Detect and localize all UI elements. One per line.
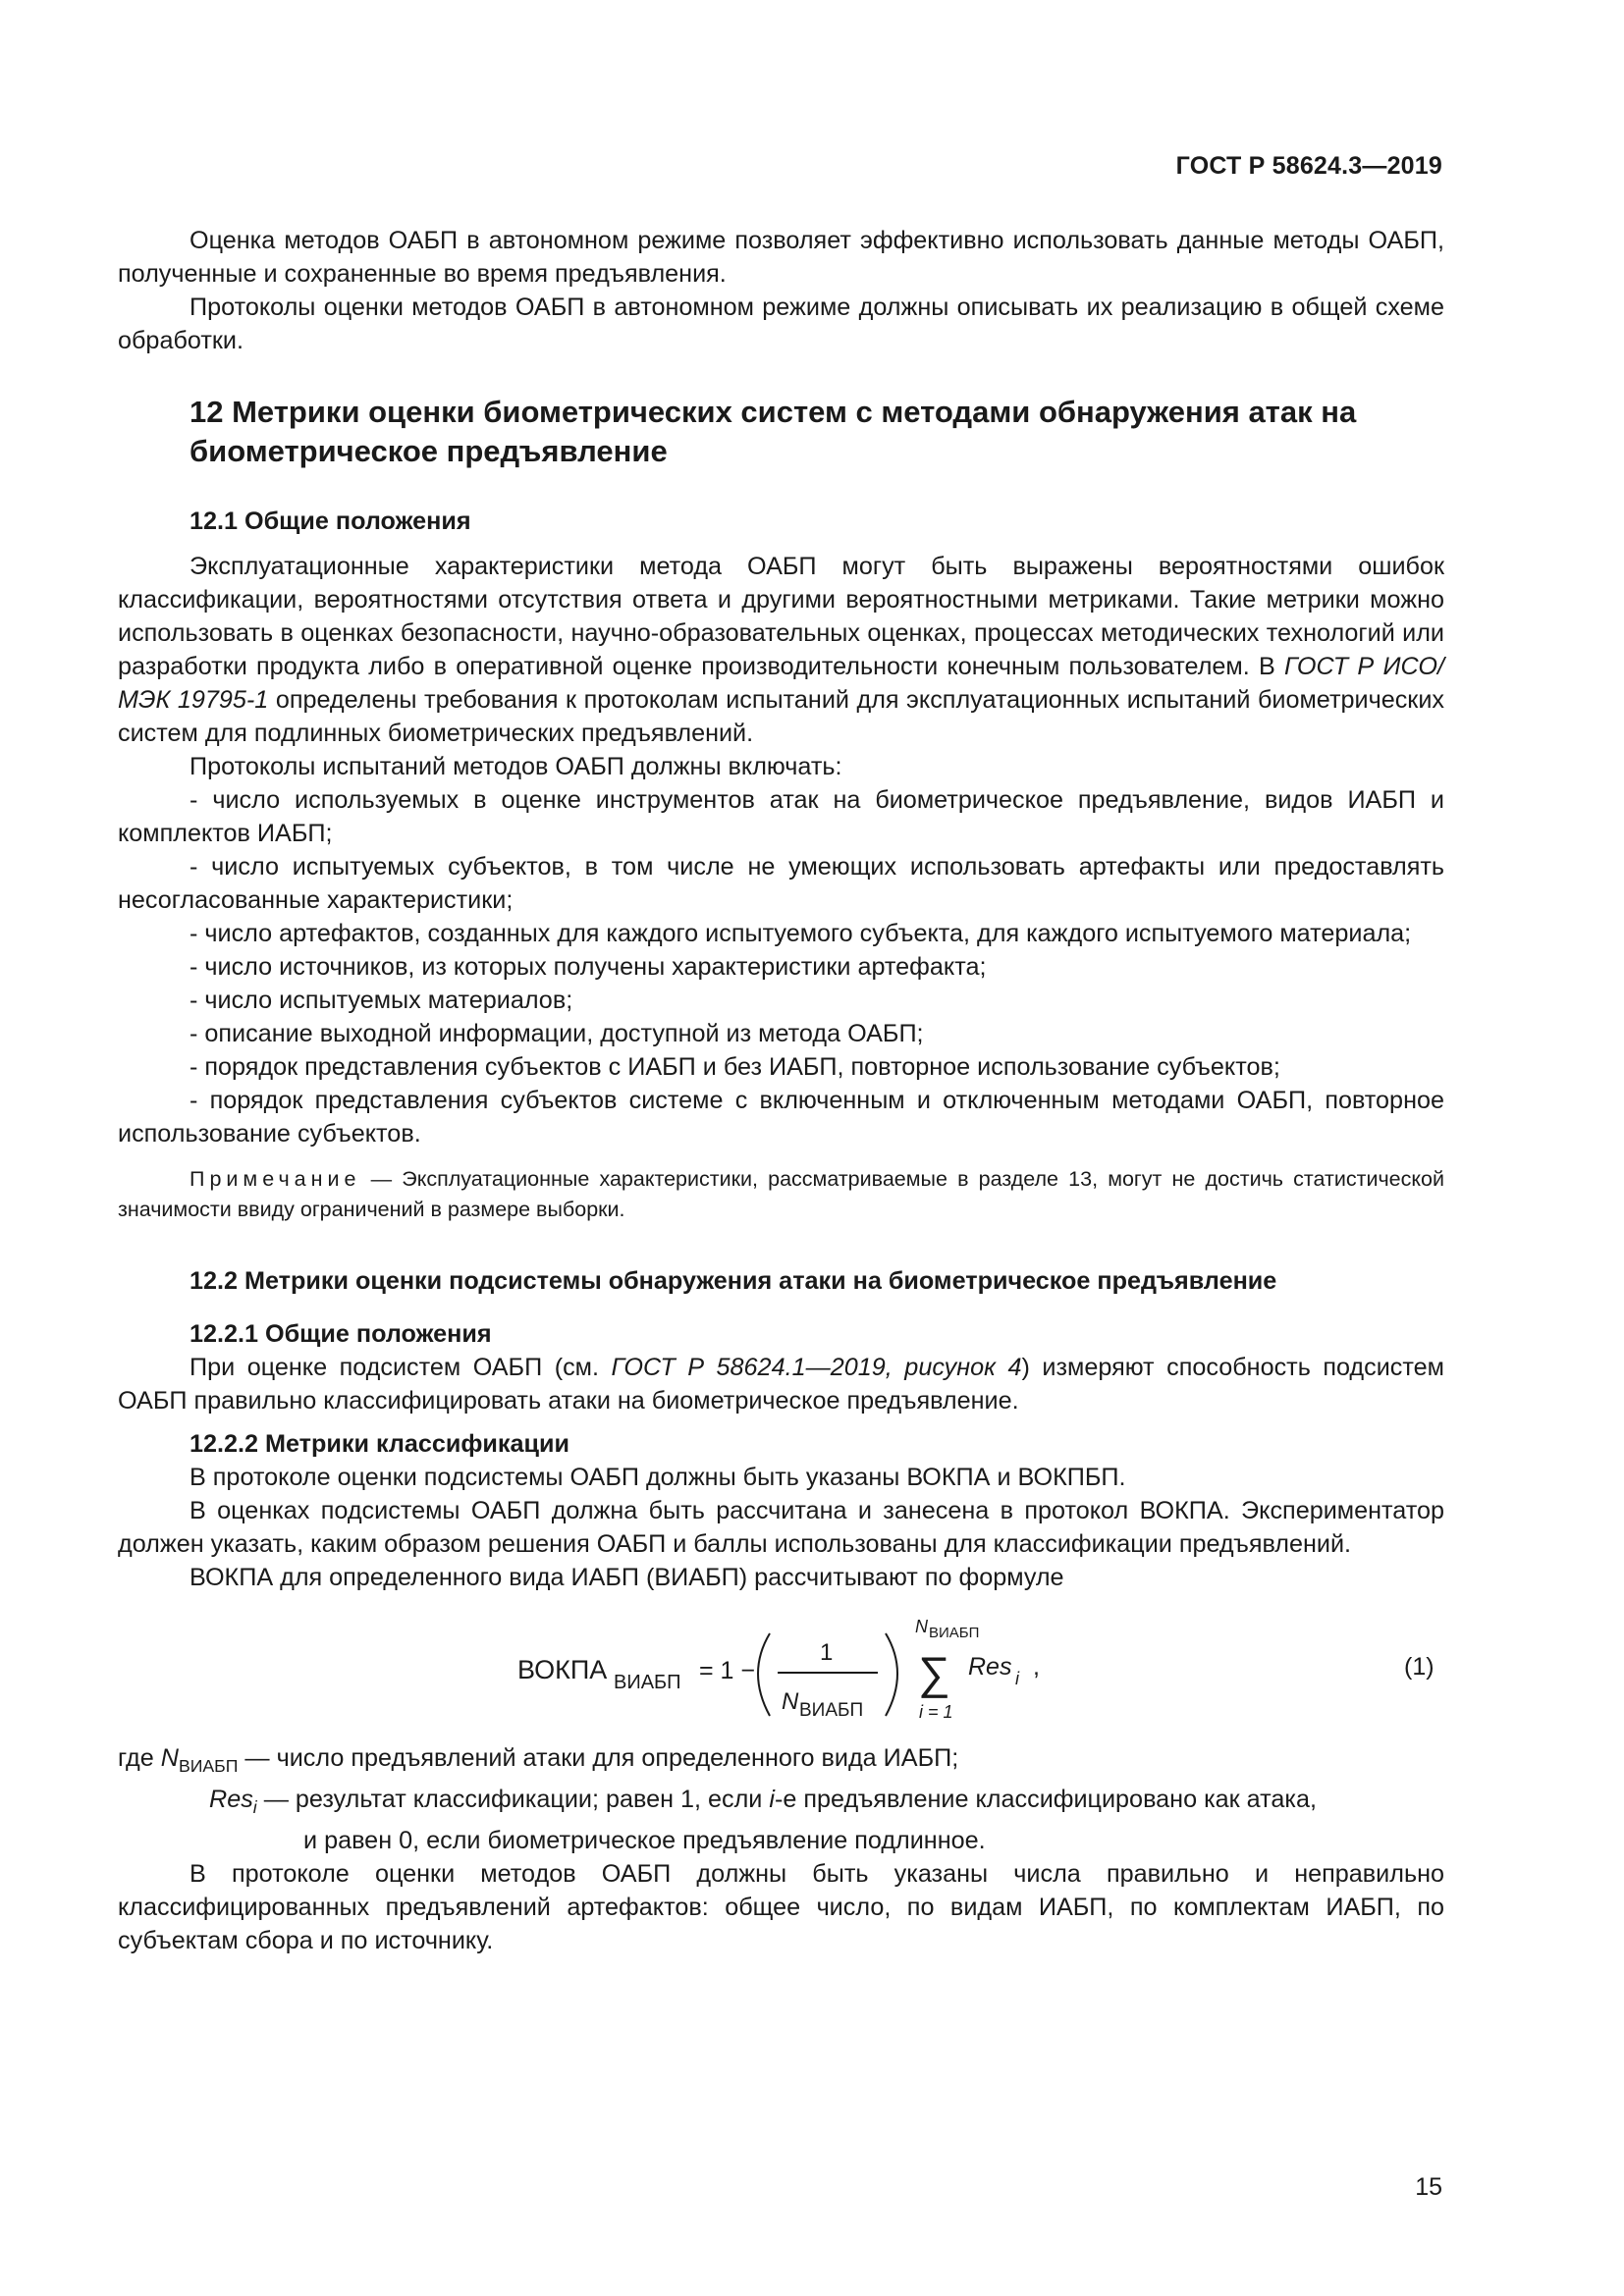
formula-lhs-sub: ВИАБП xyxy=(614,1672,681,1693)
section-12-2-2-paragraph-1: В протоколе оценки подсистемы ОАБП должны быть указаны ВОКПА и ВОКПБП. xyxy=(189,1464,1126,1491)
list-item: - порядок представления субъектов с ИАБП и без ИАБП, повторное использование субъектов; xyxy=(189,1053,1280,1081)
section-12-2-1-title: 12.2.1 Общие положения xyxy=(189,1320,492,1348)
where-line-1 xyxy=(118,1741,1444,1783)
formula-numerator: 1 xyxy=(820,1639,834,1666)
formula-denominator-sub: ВИАБП xyxy=(799,1700,864,1721)
section-12-title: 12 Метрики оценки биометрических систем с методами обнаружения атак на биометрическое предъявление xyxy=(189,395,1357,468)
page-number: 15 xyxy=(1415,2173,1442,2201)
formula-graphic xyxy=(118,1616,1444,1732)
formula-equals: = 1 − xyxy=(699,1657,755,1684)
formula-lhs: ВОКПА xyxy=(517,1655,608,1684)
where-res-desc: -е предъявление классифицировано как атака, xyxy=(774,1786,1317,1814)
note-text: — Эксплуатационные характеристики, рассматриваемые в разделе 13, могут не достичь статистической значимости ввиду ограничений в размере выборки. xyxy=(118,1167,1444,1221)
where-res-index: i xyxy=(769,1786,775,1814)
paragraph-text: Эксплуатационные характеристики метода ОАБП могут быть выражены вероятностями ошибок классификации, вероятностями отсутствия ответа и другими вероятностными метриками. Такие метрики можно использовать в оценках безопасности, научно-образовательных оценках, процессах методических технологий или разработки продукта либо в оперативной оценке производительности конечным пользователем. В xyxy=(118,553,1444,680)
sum-upper-sub: ВИАБП xyxy=(929,1625,980,1641)
section-12-2-title: 12.2 Метрики оценки подсистемы обнаружения атаки на биометрическое предъявление xyxy=(189,1267,1277,1295)
where-prefix: где xyxy=(118,1744,161,1772)
where-n-sub: ВИАБП xyxy=(178,1756,239,1777)
where-n-symbol: N xyxy=(160,1744,179,1772)
list-item: - число испытуемых субъектов, в том числе не умеющих использовать артефакты или предоставлять несогласованные характеристики; xyxy=(118,853,1444,914)
document-body xyxy=(118,224,1444,1957)
formula-1 xyxy=(118,1616,1444,1732)
list-item: - число артефактов, созданных для каждого испытуемого субъекта, для каждого испытуемого материала; xyxy=(189,920,1412,947)
standard-reference: ГОСТ Р ИСО/МЭК 19795-1 xyxy=(118,653,1444,714)
section-12-2-2-paragraph-2: В оценках подсистемы ОАБП должна быть рассчитана и занесена в протокол ВОКПА. Экспериментатор должен указать, каким образом решения ОАБП и баллы использованы для классификации предъявлений. xyxy=(118,1497,1444,1558)
list-item: - число источников, из которых получены характеристики артефакта; xyxy=(189,953,987,981)
section-12-1-title: 12.1 Общие положения xyxy=(189,507,471,535)
list-item: - порядок представления субъектов системе с включенным и отключенным методами ОАБП, повторное использование субъектов. xyxy=(118,1087,1444,1148)
paragraph-text: При оценке подсистем ОАБП (см. xyxy=(189,1354,612,1381)
where-res-sub: i xyxy=(252,1797,257,1818)
paragraph-text: определены требования к протоколам испытаний для эксплуатационных испытаний биометрических систем для подлинных биометрических предъявлений. xyxy=(118,686,1444,747)
left-paren xyxy=(758,1633,770,1716)
section-12-1-paragraph-1 xyxy=(118,550,1444,750)
formula-number: (1) xyxy=(1404,1653,1435,1681)
intro-paragraph-1: Оценка методов ОАБП в автономном режиме позволяет эффективно использовать данные методы ОАБП, полученные и сохраненные во время предъявления. xyxy=(118,227,1444,288)
list-item: - число используемых в оценке инструментов атак на биометрическое предъявление, видов ИАБП и комплектов ИАБП; xyxy=(118,786,1444,847)
paragraph-text: ) измеряют способность подсистем ОАБП правильно классифицировать атаки на биометрическое предъявление. xyxy=(118,1354,1444,1415)
list-item: - описание выходной информации, доступной из метода ОАБП; xyxy=(189,1020,924,1047)
where-line-3: и равен 0, если биометрическое предъявление подлинное. xyxy=(303,1827,986,1855)
section-12-2-2-title: 12.2.2 Метрики классификации xyxy=(189,1430,569,1458)
standard-reference: ГОСТ Р 58624.1—2019, рисунок 4 xyxy=(611,1354,1022,1381)
intro-paragraph-2: Протоколы оценки методов ОАБП в автономном режиме должны описывать их реализацию в общей схеме обработки. xyxy=(118,294,1444,354)
note-label: Примечание xyxy=(189,1167,361,1191)
closing-paragraph: В протоколе оценки методов ОАБП должны быть указаны числа правильно и неправильно классифицированных предъявлений артефактов: общее число, по видам ИАБП, по комплектам ИАБП, по субъектам сбора и по источнику. xyxy=(118,1860,1444,1955)
list-item: - число испытуемых материалов; xyxy=(189,987,573,1014)
where-res-desc: — результат классификации; равен 1, если xyxy=(256,1786,770,1814)
document-header: ГОСТ Р 58624.3—2019 xyxy=(1175,152,1442,180)
formula-res-sub: i xyxy=(1015,1669,1019,1688)
where-n-desc: — число предъявлений атаки для определенного вида ИАБП; xyxy=(238,1744,959,1772)
section-12-2-1-paragraph xyxy=(118,1351,1444,1417)
where-res-symbol: Res xyxy=(209,1786,253,1814)
sum-upper: N xyxy=(915,1617,928,1636)
sum-sign: ∑ xyxy=(918,1647,950,1698)
formula-comma: , xyxy=(1033,1653,1040,1681)
section-12-2-2-paragraph-3: ВОКПА для определенного вида ИАБП (ВИАБП) рассчитывают по формуле xyxy=(189,1564,1064,1591)
note xyxy=(118,1164,1444,1225)
where-line-2 xyxy=(118,1783,1444,1824)
formula-denominator: N xyxy=(782,1688,799,1715)
sum-lower: i = 1 xyxy=(919,1702,953,1722)
section-12-1-paragraph-2: Протоколы испытаний методов ОАБП должны включать: xyxy=(189,753,842,780)
formula-res: Res xyxy=(968,1653,1012,1681)
right-paren xyxy=(886,1633,897,1716)
